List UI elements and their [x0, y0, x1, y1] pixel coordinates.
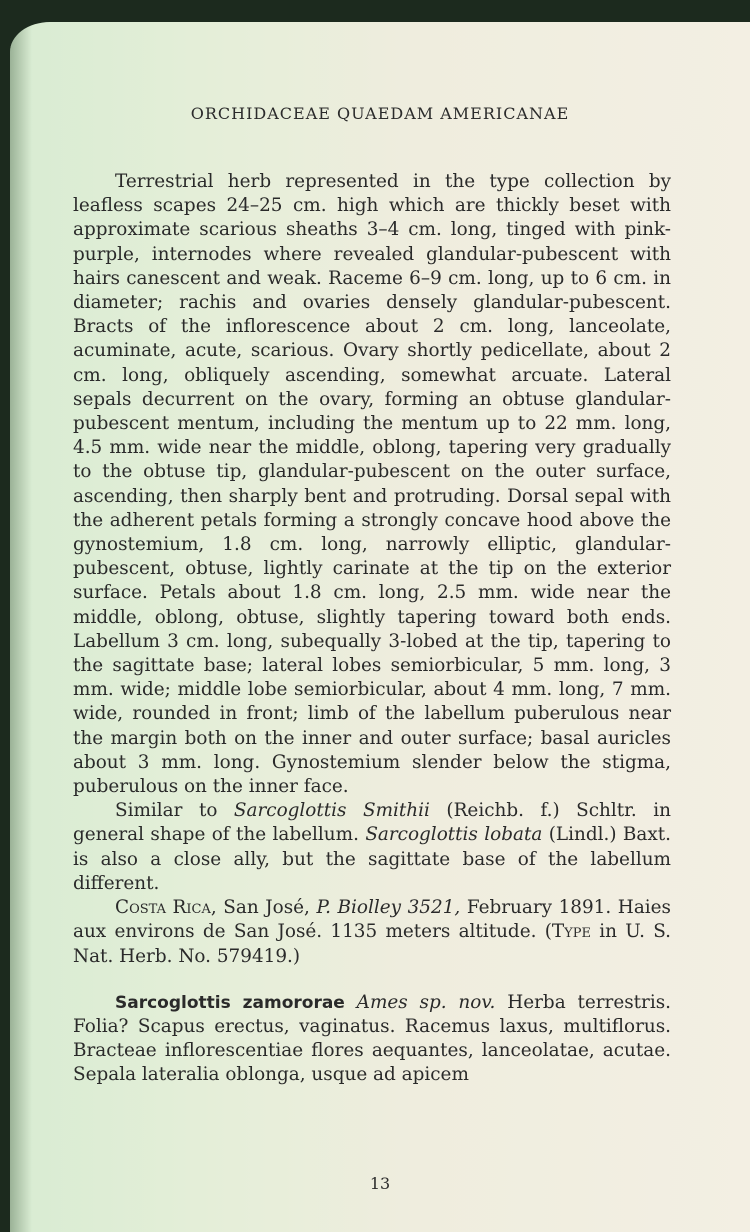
specimen-paragraph: [73, 896, 671, 969]
new-species-paragraph: [73, 991, 671, 1088]
description-paragraph: Terrestrial herb represented in the type collection by leafless scapes 24–25 cm. high which are thickly beset with approximate scarious sheaths 3–4 cm. long, tinged with pink-purple, internodes where revealed glandular-pubescent with hairs canescent and weak. Raceme 6–9 cm. long, up to 6 cm. in diameter; rachis and ovaries densely glandular-pubescent. Bracts of the inflorescence about 2 cm. long, lanceolate, acuminate, acute, scarious. Ovary shortly pedicellate, about 2 cm. long, obliquely ascending, somewhat arcuate. Lateral sepals decurrent on the ovary, forming an obtuse glandular-pubescent mentum, including the mentum up to 22 mm. long, 4.5 mm. wide near the middle, oblong, tapering very gradually to the obtuse tip, glandular-pubescent on the outer surface, ascending, then sharply bent and protruding. Dorsal sepal with the adherent petals forming a strongly concave hood above the gynostemium, 1.8 cm. long, narrowly elliptic, glandular-pubescent, obtuse, lightly carinate at the tip on the exterior surface. Petals about 1.8 cm. long, 2.5 mm. wide near the middle, oblong, obtuse, slightly tapering toward both ends. Labellum 3 cm. long, subequally 3-lobed at the tip, tapering to the sagittate base; lateral lobes semiorbicular, 5 mm. long, 3 mm. wide; middle lobe semiorbicular, about 4 mm. long, 7 mm. wide, rounded in front; limb of the labellum puberulous near the margin both on the inner and outer surface; basal auricles about 3 mm. long. Gynostemium slender below the stigma, puberulous on the inner face.: [73, 171, 671, 798]
page-spine-shadow: [10, 22, 32, 1232]
comparison-text-3: (Lindl.) Baxt. is also a close ally, but the sagittate base of the labellum different.: [73, 824, 671, 894]
page-body: [73, 170, 671, 1088]
specimen-text-2: February 1891. Haies aux environs de San José. 1135 meters altitude. (: [73, 897, 671, 943]
specimen-text-3: in U. S. Nat. Herb. No. 579419.): [73, 921, 671, 967]
comparison-text-1: Similar to: [115, 800, 234, 822]
species-authority: Ames sp. nov.: [356, 991, 496, 1013]
comparison-paragraph: [73, 799, 671, 896]
species-name-lobata: Sarcoglottis lobata: [365, 824, 543, 846]
page-number: 13: [369, 1174, 391, 1193]
book-page: [10, 22, 750, 1232]
specimen-text-1: , San José,: [210, 897, 317, 919]
collector-number: P. Biolley 3521,: [316, 897, 461, 919]
type-label: Type: [551, 921, 591, 943]
latin-description: Herba terrestris. Folia? Scapus erectus, vaginatus. Racemus laxus, multiflorus. Bracteae inflorescentiae flores aequantes, lanceolatae, acutae. Sepala lateralia oblonga, usque ad apicem: [73, 991, 672, 1086]
comparison-text-2: (Reichb. f.) Schltr. in general shape of the labellum.: [73, 800, 672, 846]
country-name: Costa Rica: [115, 897, 211, 919]
species-name-smithii: Sarcoglottis Smithii: [233, 800, 430, 822]
running-header: ORCHIDACEAE QUAEDAM AMERICANAE: [190, 104, 570, 123]
new-species-name: Sarcoglottis zamororae: [115, 992, 345, 1013]
